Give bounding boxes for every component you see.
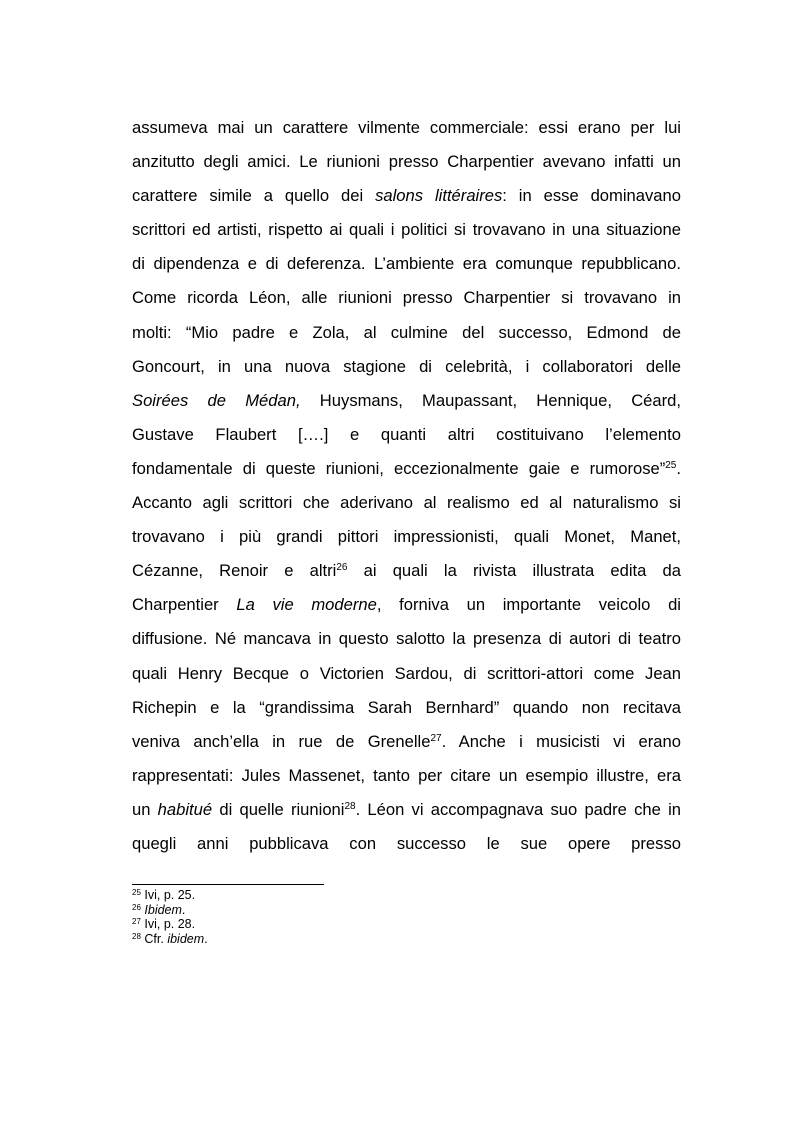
text-line: carattere simile a quello dei salons littéraires: in esse dominavano xyxy=(132,186,681,206)
text-line: quali Henry Becque o Victorien Sardou, di scrittori-attori come Jean xyxy=(132,663,681,683)
footnote: $^{28}$ Cfr. ibidem. xyxy=(132,931,208,946)
body-text xyxy=(132,111,681,861)
text-line: di dipendenza e di deferenza. L’ambiente era comunque repubblicano. xyxy=(132,254,681,274)
footnote-ref: 25 xyxy=(665,459,677,471)
text-line: assumeva mai un carattere vilmente commerciale: essi erano per lui xyxy=(132,118,681,137)
footnote-ref: 26 xyxy=(336,562,348,574)
text-line: fondamentale di queste riunioni, eccezionalmente gaie e rumorose”$^{25}$. xyxy=(132,458,681,478)
text-line: anzitutto degli amici. Le riunioni presso Charpentier avevano infatti un xyxy=(132,152,681,172)
text-line: Come ricorda Léon, alle riunioni presso Charpentier si trovavano in xyxy=(132,288,681,308)
text-line: Gustave Flaubert [….] e quanti altri costituivano l’elemento xyxy=(132,424,681,444)
text-line: Cézanne, Renoir e altri$^{26}$ ai quali la rivista illustrata edita da xyxy=(132,561,681,581)
text-line: diffusione. Né mancava in questo salotto la presenza di autori di teatro xyxy=(132,629,681,649)
italic-title: La vie moderne xyxy=(236,595,377,615)
italic-title: Soirées de Médan, xyxy=(132,390,301,410)
footnote-ref: 27 xyxy=(430,732,442,744)
footnote-ref: 28 xyxy=(344,800,356,812)
text-line: rappresentati: Jules Massenet, tanto per citare un esempio illustre, era xyxy=(132,765,681,785)
italic-title: salons littéraires xyxy=(375,186,503,206)
text-line: veniva anch’ella in rue de Grenelle$^{27}$. Anche i musicisti vi erano xyxy=(132,731,681,751)
italic-term: habitué xyxy=(157,799,213,819)
text-line: trovavano i più grandi pittori impressionisti, quali Monet, Manet, xyxy=(132,527,681,547)
text-line: Charpentier La vie moderne, forniva un importante veicolo di xyxy=(132,595,681,615)
footnote: $^{27}$ Ivi, p. 28. xyxy=(132,917,196,931)
text-line: Soirées de Médan, Huysmans, Maupassant, Hennique, Céard, xyxy=(132,390,681,410)
text-line: Accanto agli scrittori che aderivano al realismo ed al naturalismo si xyxy=(132,493,681,513)
footnote-separator xyxy=(132,884,324,885)
text-line: molti: “Mio padre e Zola, al culmine del successo, Edmond de xyxy=(132,322,681,342)
footnotes xyxy=(132,888,208,946)
text-line: scrittori ed artisti, rispetto ai quali i politici si trovavano in una situazione xyxy=(132,220,681,240)
footnote: $^{26}$ Ibidem. xyxy=(132,902,186,917)
text-line: quegli anni pubblicava con successo le sue opere presso xyxy=(132,833,681,853)
text-line: Richepin e la “grandissima Sarah Bernhard” quando non recitava xyxy=(132,697,681,717)
text-line: Goncourt, in una nuova stagione di celebrità, i collaboratori delle xyxy=(132,356,681,376)
text-line: un habitué di quelle riunioni$^{28}$. Léon vi accompagnava suo padre che in xyxy=(132,799,681,819)
footnote: $^{25}$ Ivi, p. 25. xyxy=(132,888,196,902)
